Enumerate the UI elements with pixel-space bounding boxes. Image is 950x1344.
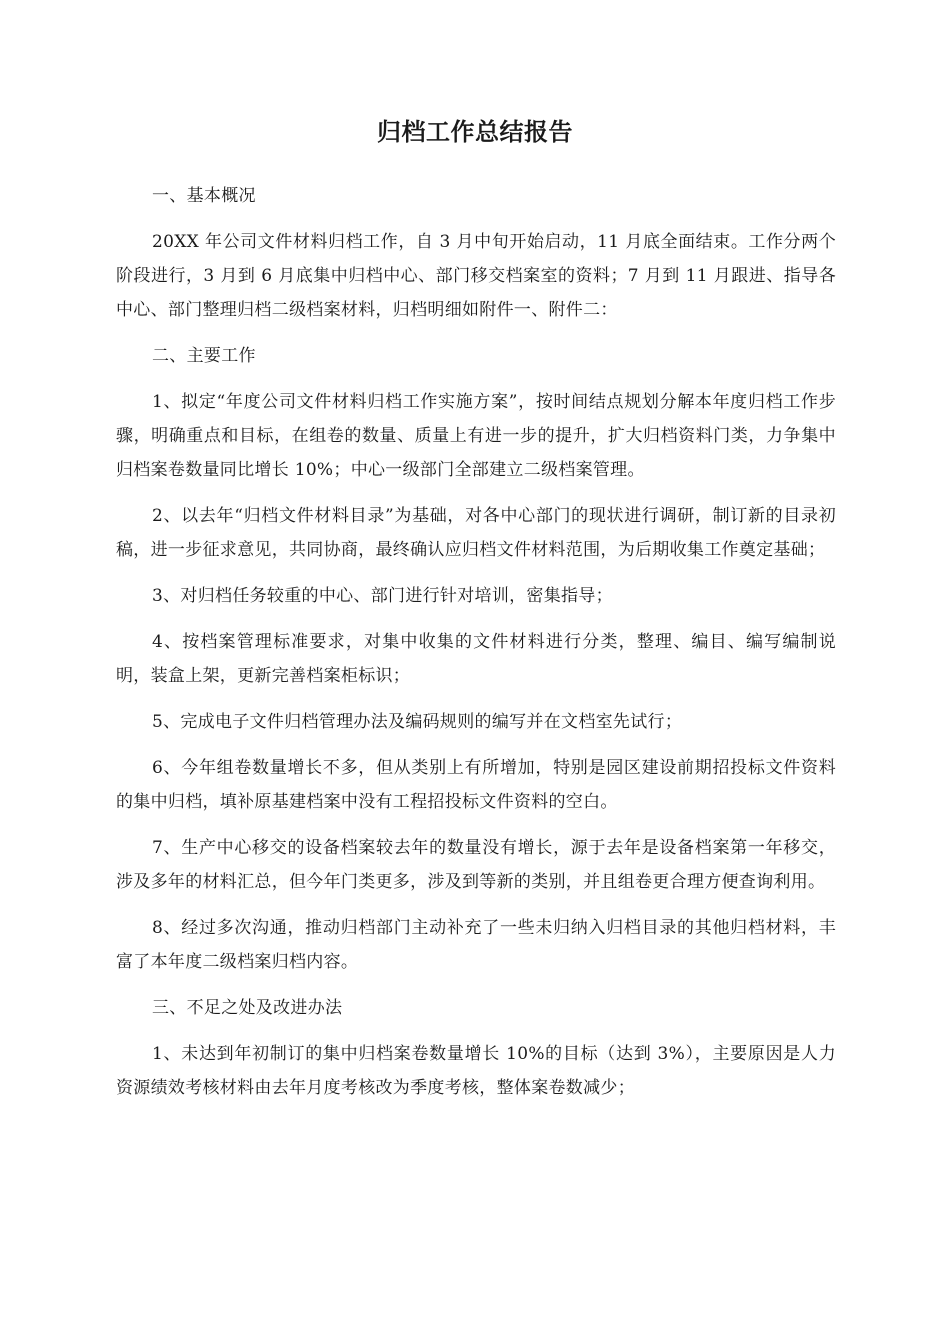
- paragraph-work-item-2: 2、以去年“归档文件材料目录”为基础，对各中心部门的现状进行调研，制订新的目录初稿，进一步征求意见，共同协商，最终确认应归档文件材料范围，为后期收集工作奠定基础；: [116, 506, 836, 560]
- paragraph-shortcoming-1: 1、未达到年初制订的集中归档案卷数量增长 10%的目标（达到 3%），主要原因是人力资源绩效考核材料由去年月度考核改为季度考核，整体案卷数减少；: [116, 1044, 836, 1098]
- document-body: [116, 179, 836, 1117]
- paragraph-work-item-3: 3、对归档任务较重的中心、部门进行针对培训，密集指导；: [152, 586, 613, 606]
- paragraph-work-item-1: 1、拟定“年度公司文件材料归档工作实施方案”，按时间结点规划分解本年度归档工作步骤，明确重点和目标，在组卷的数量、质量上有进一步的提升，扩大归档资料门类，力争集中归档案卷数量同比增长 10%；中心一级部门全部建立二级档案管理。: [116, 392, 836, 480]
- paragraph-work-item-7: 7、生产中心移交的设备档案较去年的数量没有增长，源于去年是设备档案第一年移交，涉及多年的材料汇总，但今年门类更多，涉及到等新的类别，并且组卷更合理方便查询利用。: [116, 838, 836, 892]
- paragraph-work-item-4: 4、按档案管理标准要求，对集中收集的文件材料进行分类，整理、编目、编写编制说明，装盒上架，更新完善档案柜标识；: [116, 632, 836, 686]
- paragraph-work-item-8: 8、经过多次沟通，推动归档部门主动补充了一些未归纳入归档目录的其他归档材料，丰富了本年度二级档案归档内容。: [116, 918, 836, 972]
- paragraph-work-item-6: 6、今年组卷数量增长不多，但从类别上有所增加，特别是园区建设前期招投标文件资料的集中归档，填补原基建档案中没有工程招投标文件资料的空白。: [116, 758, 836, 812]
- section-heading-overview: 一、基本概况: [152, 186, 256, 206]
- paragraph-work-item-5: 5、完成电子文件归档管理办法及编码规则的编写并在文档室先试行；: [152, 712, 683, 732]
- paragraph-overview: 20XX 年公司文件材料归档工作，自 3 月中旬开始启动，11 月底全面结束。工作分两个阶段进行，3 月到 6 月底集中归档中心、部门移交档案室的资料；7 月到 11 月跟进、指导各中心、部门整理归档二级档案材料，归档明细如附件一、附件二：: [116, 232, 836, 320]
- section-heading-main-work: 二、主要工作: [152, 346, 256, 366]
- document-title: 归档工作总结报告: [377, 118, 573, 146]
- section-heading-shortcomings: 三、不足之处及改进办法: [152, 998, 343, 1018]
